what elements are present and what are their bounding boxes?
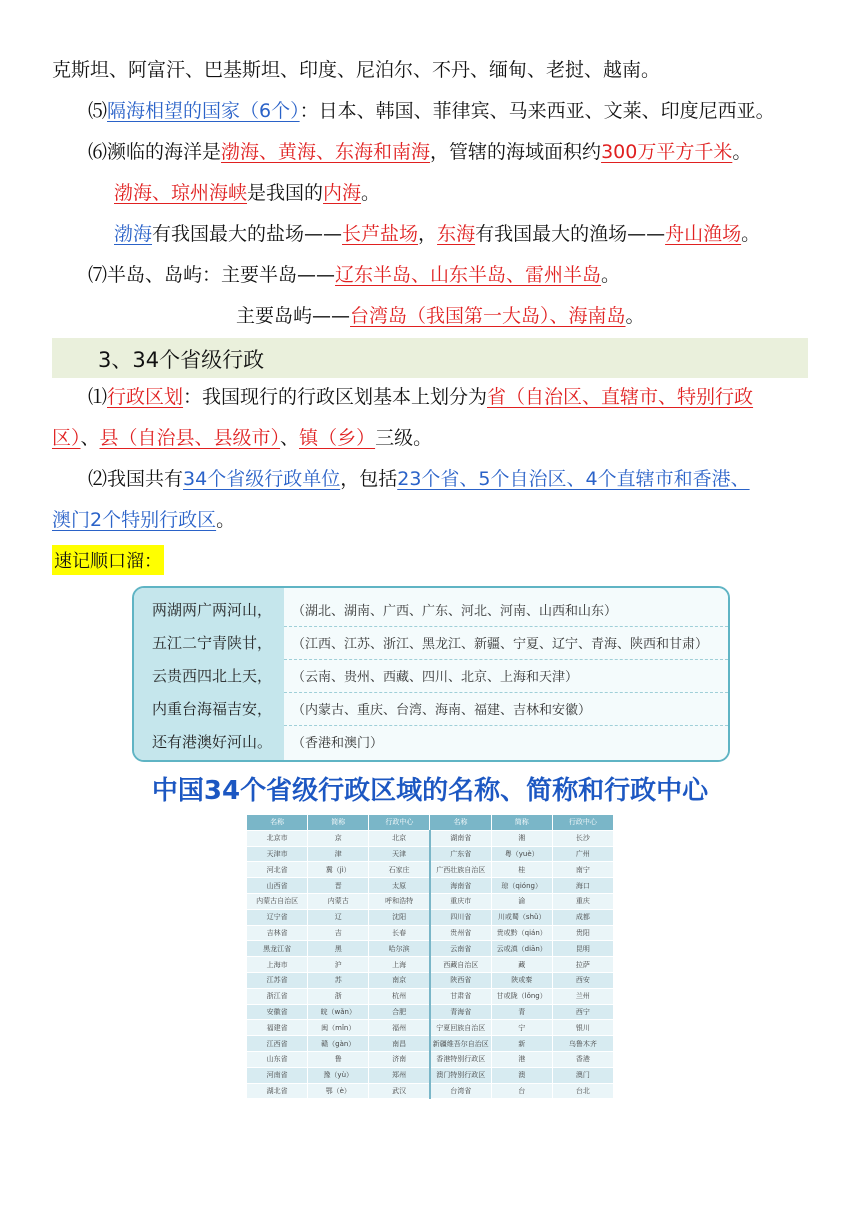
islands-list: 台湾岛（我国第一大岛）、海南岛 [350,305,626,327]
table-row [247,972,614,988]
mnemonic-verse: 两湖两广两河山， [152,601,273,619]
section-heading [52,338,808,378]
table-cell: 济南 [369,1051,430,1067]
table-cell: 香港 [552,1051,613,1067]
peninsulas-list: 辽东半岛、山东半岛、雷州半岛 [335,264,602,286]
peninsulas-intro: 半岛、岛屿：主要半岛—— [107,264,336,286]
table-cell: 湖北省 [247,1083,308,1099]
text-line-islands [236,302,645,330]
table-cell: 广西壮族自治区 [430,862,491,878]
table-cell: 天津 [369,846,430,862]
table-cell: 琼（qióng） [491,878,552,894]
table-cell: 澳 [491,1067,552,1083]
table-cell: 昆明 [552,941,613,957]
table-cell: 云南省 [430,941,491,957]
table-cell: 台北 [552,1083,613,1099]
table-cell: 上海市 [247,957,308,973]
table-cell: 藏 [491,957,552,973]
header-cell: 名称 [430,815,491,831]
table-row [247,878,614,894]
mnemonic-verse: 云贵西四北上天， [152,667,273,685]
text-line-divisions-cont [52,424,432,452]
punctuation: 。 [601,264,621,286]
table-cell: 太原 [369,878,430,894]
units-count: 34个省级行政单位 [183,468,341,490]
table-row [247,862,614,878]
divisions-term: 行政区划 [107,386,184,408]
province-level-end: 区） [52,427,81,449]
table-row [247,909,614,925]
mnemonic-row [134,627,728,660]
table-cell: 宁夏回族自治区 [430,1020,491,1036]
table-cell: 拉萨 [552,957,613,973]
mnemonic-verse: 还有港澳好河山。 [152,733,273,751]
table-cell: 郑州 [369,1067,430,1083]
table-cell: 西安 [552,972,613,988]
text-line-overseas [88,97,775,125]
table-cell: 银川 [552,1020,613,1036]
overseas-countries-label: 隔海相望的国家（6个） [107,100,300,122]
table-cell: 西宁 [552,1004,613,1020]
table-cell: 贵或黔（qián） [491,925,552,941]
county-level: 县（自治县、县级市） [99,427,281,449]
table-cell: 湖南省 [430,830,491,846]
table-cell: 南京 [369,972,430,988]
province-table-wrapper [246,814,614,1095]
table-row [247,1083,614,1099]
punctuation: 。 [625,305,645,327]
table-cell: 鄂（è） [308,1083,369,1099]
table-cell: 甘肃省 [430,988,491,1004]
table-cell: 内蒙古自治区 [247,893,308,909]
table-cell: 赣（gàn） [308,1036,369,1052]
table-row [247,1067,614,1083]
header-cell: 名称 [247,815,308,831]
units-intro: 我国共有 [107,468,184,490]
mnemonic-box [132,586,730,762]
table-cell: 辽 [308,909,369,925]
table-cell: 广州 [552,846,613,862]
table-cell: 沪 [308,957,369,973]
table-cell: 云或滇（diān） [491,941,552,957]
table-row [247,1036,614,1052]
table-row [247,988,614,1004]
table-cell: 江苏省 [247,972,308,988]
table-cell: 武汉 [369,1083,430,1099]
table-cell: 台 [491,1083,552,1099]
table-cell: 豫（yù） [308,1067,369,1083]
table-cell: 闽（mǐn） [308,1020,369,1036]
mnemonic-verse: 五江二宁青陕甘， [152,634,273,652]
table-cell: 新 [491,1036,552,1052]
table-cell: 苏 [308,972,369,988]
punctuation: 。 [741,223,761,245]
table-cell: 山西省 [247,878,308,894]
table-cell: 桂 [491,862,552,878]
text-line-divisions [88,383,753,411]
table-cell: 合肥 [369,1004,430,1020]
table-cell: 安徽省 [247,1004,308,1020]
table-cell: 兰州 [552,988,613,1004]
seas-list: 渤海、黄海、东海和南海 [221,141,431,163]
town-level: 镇（乡） [299,427,376,449]
table-row [247,957,614,973]
item-number: ⑴ [88,386,108,408]
text-line-peninsulas [88,261,620,289]
mnemonic-row [134,726,728,759]
table-cell: 皖（wǎn） [308,1004,369,1020]
table-cell: 晋 [308,878,369,894]
punctuation: 。 [361,182,381,204]
table-cell: 浙江省 [247,988,308,1004]
three-levels: 三级。 [375,427,433,449]
table-row [247,941,614,957]
table-body [247,830,614,1099]
salt-field-name: 长芦盐场 [342,223,419,245]
table-cell: 甘或陇（lǒng） [491,988,552,1004]
header-cell: 行政中心 [369,815,430,831]
table-cell: 贵州省 [430,925,491,941]
overseas-countries-list: ：日本、韩国、菲律宾、马来西亚、文莱、印度尼西亚。 [299,100,775,122]
table-cell: 吉 [308,925,369,941]
table-cell: 海南省 [430,878,491,894]
table-cell: 广东省 [430,846,491,862]
table-row [247,830,614,846]
table-cell: 山东省 [247,1051,308,1067]
punctuation: ， [418,223,438,245]
table-cell: 天津市 [247,846,308,862]
item-number: ⑸ [88,100,108,122]
east-sea-name: 东海 [437,223,476,245]
table-row [247,893,614,909]
table-cell: 四川省 [430,909,491,925]
province-table [246,814,614,1099]
table-cell: 河北省 [247,862,308,878]
table-cell: 呼和浩特 [369,893,430,909]
header-cell: 行政中心 [552,815,613,831]
table-cell: 乌鲁木齐 [552,1036,613,1052]
punctuation: 。 [216,509,236,531]
islands-intro: 主要岛屿—— [236,305,351,327]
item-number: ⑺ [88,264,108,286]
inland-sea-mid: 是我国的 [247,182,324,204]
table-cell: 渝 [491,893,552,909]
mnemonic-note: （湖北、湖南、广西、广东、河北、河南、山西和山东） [292,604,618,619]
table-row [247,1051,614,1067]
table-cell: 西藏自治区 [430,957,491,973]
table-title: 中国34个省级行政区域的名称、简称和行政中心 [151,776,709,806]
table-cell: 杭州 [369,988,430,1004]
table-cell: 石家庄 [369,862,430,878]
mnemonic-row [134,594,728,627]
table-cell: 重庆 [552,893,613,909]
table-cell: 江西省 [247,1036,308,1052]
units-breakdown: 23个省、5个自治区、4个直辖市和香港、 [397,468,750,490]
table-cell: 粤（yuè） [491,846,552,862]
table-cell: 鲁 [308,1051,369,1067]
table-cell: 黑龙江省 [247,941,308,957]
mnemonic-note: （内蒙古、重庆、台湾、海南、福建、吉林和安徽） [292,703,592,718]
table-cell: 贵阳 [552,925,613,941]
text-line-salt-fish [114,220,760,248]
text-line-units-cont [52,506,235,534]
neighbor-countries-text: 克斯坦、阿富汗、巴基斯坦、印度、尼泊尔、不丹、缅甸、老挝、越南。 [52,59,661,81]
table-row [247,1020,614,1036]
item-number: ⑵ [88,468,108,490]
header-cell: 简称 [491,815,552,831]
table-row [247,925,614,941]
table-cell: 沈阳 [369,909,430,925]
table-cell: 黑 [308,941,369,957]
text-line-units [88,465,750,493]
units-mid: ，包括 [340,468,398,490]
mnemonic-row [134,660,728,693]
table-cell: 重庆市 [430,893,491,909]
table-cell: 北京市 [247,830,308,846]
punctuation: 、 [80,427,100,449]
bohai-name: 渤海 [114,223,153,245]
punctuation: 、 [280,427,300,449]
table-cell: 澳门 [552,1067,613,1083]
table-cell: 海口 [552,878,613,894]
table-cell: 冀（jì） [308,862,369,878]
table-cell: 台湾省 [430,1083,491,1099]
table-cell: 哈尔滨 [369,941,430,957]
mnemonic-label: 速记顺口溜： [52,545,164,575]
section-title: 3、34个省级行政 [98,348,265,372]
table-header-row [247,815,614,831]
text-line-inland-sea [114,179,380,207]
table-cell: 南昌 [369,1036,430,1052]
table-cell: 青海省 [430,1004,491,1020]
fishery-name: 舟山渔场 [665,223,742,245]
seas-intro: 濒临的海洋是 [107,141,222,163]
mnemonic-row [134,693,728,726]
table-cell: 内蒙古 [308,893,369,909]
sea-area-intro: ，管辖的海域面积约 [430,141,602,163]
sea-area-value: 300万平方千米 [601,141,733,163]
table-row [247,1004,614,1020]
salt-field-intro: 有我国最大的盐场—— [152,223,343,245]
mnemonic-verse: 内重台海福吉安， [152,700,273,718]
table-row [247,846,614,862]
punctuation: 。 [732,141,752,163]
table-cell: 南宁 [552,862,613,878]
table-cell: 长春 [369,925,430,941]
table-cell: 成都 [552,909,613,925]
table-cell: 宁 [491,1020,552,1036]
divisions-intro: ：我国现行的行政区划基本上划分为 [183,386,488,408]
header-cell: 简称 [308,815,369,831]
mnemonic-note: （江西、江苏、浙江、黑龙江、新疆、宁夏、辽宁、青海、陕西和甘肃） [292,637,709,652]
table-cell: 吉林省 [247,925,308,941]
units-breakdown-end: 澳门2个特别行政区 [52,509,217,531]
mnemonic-note: （香港和澳门） [292,736,384,751]
table-cell: 辽宁省 [247,909,308,925]
table-cell: 福建省 [247,1020,308,1036]
table-cell: 青 [491,1004,552,1020]
table-cell: 津 [308,846,369,862]
table-cell: 长沙 [552,830,613,846]
mnemonic-note: （云南、贵州、西藏、四川、北京、上海和天津） [292,670,579,685]
table-cell: 新疆维吾尔自治区 [430,1036,491,1052]
inland-sea-term: 内海 [323,182,362,204]
table-cell: 陕西省 [430,972,491,988]
table-cell: 上海 [369,957,430,973]
item-number: ⑹ [88,141,108,163]
table-cell: 港 [491,1051,552,1067]
text-line-seas [88,138,751,166]
inland-sea-names: 渤海、琼州海峡 [114,182,248,204]
text-line-1 [52,56,660,84]
table-cell: 香港特别行政区 [430,1051,491,1067]
table-cell: 河南省 [247,1067,308,1083]
table-cell: 北京 [369,830,430,846]
table-cell: 京 [308,830,369,846]
table-cell: 浙 [308,988,369,1004]
province-level: 省（自治区、直辖市、特别行政 [487,386,754,408]
table-cell: 湘 [491,830,552,846]
table-cell: 澳门特别行政区 [430,1067,491,1083]
fishery-intro: 有我国最大的渔场—— [475,223,666,245]
table-cell: 福州 [369,1020,430,1036]
table-cell: 陕或秦 [491,972,552,988]
table-cell: 川或蜀（shǔ） [491,909,552,925]
